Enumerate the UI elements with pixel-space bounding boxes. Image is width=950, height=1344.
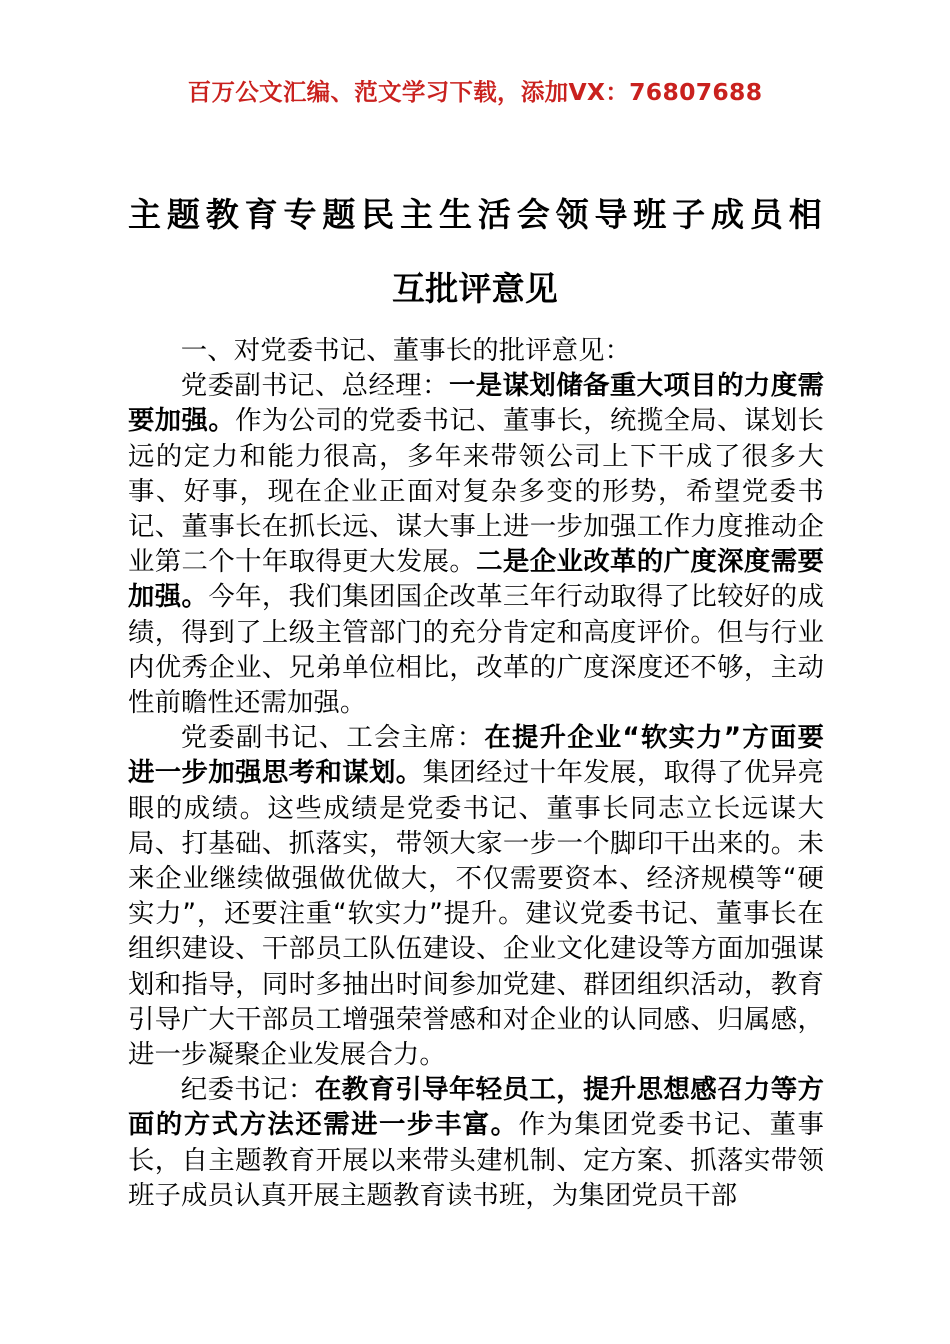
para-deputy-secretary-gm xyxy=(128,368,824,720)
promo-watermark-header: 百万公文汇编、范文学习下载，添加VX：76807688 xyxy=(187,78,763,106)
text-run-0: 一、对党委书记、董事长的批评意见： xyxy=(180,335,632,366)
document-body xyxy=(128,333,824,1213)
text-run-2: 作为公司的党委书记、董事长，统揽全局、谋划长远的定力和能力很高，多年来带领公司上下干成了很多大事、好事，现在企业正面对复杂多变的形势，希望党委书记、董事长在抓长远、谋大事上进一步加强工作力度推动企业第二个十年取得更大发展。 xyxy=(128,405,824,578)
text-run-0: 纪委书记： xyxy=(180,1074,315,1106)
text-run-2: 作为集团党委书记、董事长，自主题教育开展以来带头建机制、定方案、抓落实带领班子成员认真开展主题教育读书班，为集团党员干部 xyxy=(128,1109,824,1211)
emphasis-run-1: 一是谋划储备重大项目的力度需要加强。 xyxy=(128,370,825,437)
page-title xyxy=(128,178,822,326)
text-run-0: 党委副书记、总经理： xyxy=(180,370,449,402)
para-deputy-secretary-union xyxy=(128,720,824,1072)
text-run-4: 今年，我们集团国企改革三年行动取得了比较好的成绩，得到了上级主管部门的充分肯定和高度评价。但与行业内优秀企业、兄弟单位相比，改革的广度深度还不够，主动性前瞻性还需加强。 xyxy=(128,581,824,719)
emphasis-run-3: 二是企业改革的广度深度需要加强。 xyxy=(128,546,824,613)
page-title-line-1: 主题教育专题民主生活会领导班子成员相 xyxy=(128,195,822,234)
emphasis-run-1: 在教育引导年轻员工，提升思想感召力等方面的方式方法还需进一步丰富。 xyxy=(128,1074,825,1141)
text-run-0: 党委副书记、工会主席： xyxy=(180,722,485,754)
text-run-2: 集团经过十年发展，取得了优异亮眼的成绩。这些成绩是党委书记、董事长同志立长远谋大局、打基础、抓落实，带领大家一步一个脚印干出来的。未来企业继续做强做优做大，不仅需要资本、经济规模等“硬实力”，还要注重“软实力”提升。建议党委书记、董事长在组织建设、干部员工队伍建设、企业文化建设等方面加强谋划和指导，同时多抽出时间参加党建、群团组织活动，教育引导广大干部员工增强荣誉感和对企业的认同感、归属感，进一步凝聚企业发展合力。 xyxy=(128,757,825,1071)
section-heading-1 xyxy=(128,333,824,368)
page-title-line-2: 互批评意见 xyxy=(392,269,558,308)
emphasis-run-1: 在提升企业“软实力”方面要进一步加强思考和谋划。 xyxy=(128,722,824,789)
para-discipline-secretary xyxy=(128,1072,824,1213)
